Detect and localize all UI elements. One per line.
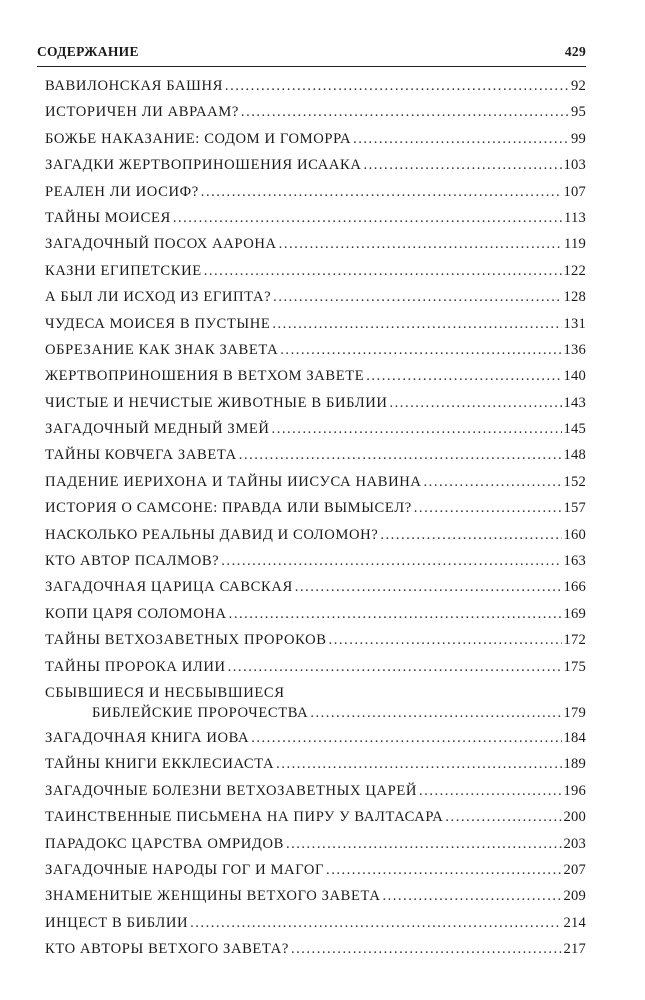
toc-entry-page: 103 — [563, 157, 586, 174]
toc-entry-page: 119 — [564, 236, 586, 253]
toc-entry — [45, 395, 586, 421]
section-title: СОДЕРЖАНИЕ — [37, 44, 139, 59]
dot-leader — [310, 705, 561, 722]
dot-leader — [291, 941, 562, 958]
dot-leader — [241, 104, 569, 121]
toc-entry-title: БОЖЬЕ НАКАЗАНИЕ: СОДОМ И ГОМОРРА — [45, 130, 352, 147]
dot-leader — [286, 836, 562, 853]
toc-entry-page: 140 — [563, 368, 586, 385]
dot-leader — [353, 131, 569, 148]
toc-entry-title: ТАЙНЫ КНИГИ ЕККЛЕСИАСТА — [45, 756, 275, 773]
toc-entry-title: ТАЙНЫ ВЕТХОЗАВЕТНЫХ ПРОРОКОВ — [45, 632, 327, 649]
dot-leader — [221, 553, 561, 570]
toc-entry — [45, 289, 586, 315]
toc-entry-title: ЗАГАДОЧНАЯ ЦАРИЦА САВСКАЯ — [45, 579, 293, 596]
toc-entry-title: ОБРЕЗАНИЕ КАК ЗНАК ЗАВЕТА — [45, 341, 279, 358]
toc-entry-title: ПАРАДОКС ЦАРСТВА ОМРИДОВ — [45, 835, 284, 852]
toc-entry-title: ЗАГАДОЧНЫЙ МЕДНЫЙ ЗМЕЙ — [45, 421, 270, 438]
toc-entry-page: 172 — [563, 632, 586, 649]
dot-leader — [424, 474, 562, 491]
toc-entry — [45, 685, 586, 730]
toc-entry-page: 200 — [563, 809, 586, 826]
page-number: 429 — [564, 44, 586, 59]
toc-entry-page: 122 — [563, 262, 586, 279]
toc-entry-page: 160 — [563, 526, 586, 543]
toc-entry-title: РЕАЛЕН ЛИ ИОСИФ? — [45, 183, 199, 200]
toc-entry — [45, 184, 586, 210]
dot-leader — [295, 579, 562, 596]
toc-entry-title: ТАЙНЫ ПРОРОКА ИЛИИ — [45, 658, 226, 675]
toc-entry — [45, 368, 586, 394]
dot-leader — [273, 289, 561, 306]
toc-entry-page: 95 — [571, 104, 586, 121]
toc-entry-title-line2: БИБЛЕЙСКИЕ ПРОРОЧЕСТВА — [92, 704, 309, 721]
dot-leader — [225, 78, 569, 95]
dot-leader — [419, 783, 561, 800]
toc-entry-title: ИСТОРИЯ О САМСОНЕ: ПРАВДА ИЛИ ВЫМЫСЕЛ? — [45, 500, 412, 517]
dot-leader — [382, 888, 561, 905]
toc-entry-title: ПАДЕНИЕ ИЕРИХОНА И ТАЙНЫ ИИСУСА НАВИНА — [45, 473, 422, 490]
toc-entry — [45, 941, 586, 967]
toc-entry — [45, 342, 586, 368]
toc-entry — [45, 756, 586, 782]
toc-entry-page: 131 — [563, 315, 586, 332]
toc-entry — [45, 632, 586, 658]
toc-entry-page: 99 — [571, 130, 586, 147]
toc-entry — [45, 862, 586, 888]
toc-entry-title: КАЗНИ ЕГИПЕТСКИЕ — [45, 262, 202, 279]
toc-entry-page: 203 — [563, 835, 586, 852]
dot-leader — [366, 368, 561, 385]
toc-entry-title: ИНЦЕСТ В БИБЛИИ — [45, 914, 189, 931]
toc-entry-title: ЗАГАДКИ ЖЕРТВОПРИНОШЕНИЯ ИСААКА — [45, 157, 362, 174]
toc-entry — [45, 836, 586, 862]
toc-entry-continuation — [45, 705, 586, 730]
toc-entry-title: ИСТОРИЧЕН ЛИ АВРААМ? — [45, 104, 239, 121]
toc-entry — [45, 553, 586, 579]
toc-entry-page: 157 — [563, 500, 586, 517]
toc-entry — [45, 236, 586, 262]
dot-leader — [229, 606, 562, 623]
toc-entry-title: КОПИ ЦАРЯ СОЛОМОНА — [45, 605, 227, 622]
toc-entry-page: 136 — [563, 341, 586, 358]
toc-entry-title: ЗНАМЕНИТЫЕ ЖЕНЩИНЫ ВЕТХОГО ЗАВЕТА — [45, 888, 381, 905]
toc-entry-title: ТАЙНЫ МОИСЕЯ — [45, 209, 171, 226]
running-header — [37, 44, 586, 60]
dot-leader — [276, 756, 561, 773]
dot-leader — [272, 421, 562, 438]
toc-entry-page: 189 — [563, 756, 586, 773]
toc-entry-title: НАСКОЛЬКО РЕАЛЬНЫ ДАВИД И СОЛОМОН? — [45, 526, 379, 543]
header-rule — [37, 66, 586, 67]
toc-entry — [45, 527, 586, 553]
toc-entry-title: ЖЕРТВОПРИНОШЕНИЯ В ВЕТХОМ ЗАВЕТЕ — [45, 368, 365, 385]
toc-entry-title: ТАИНСТВЕННЫЕ ПИСЬМЕНА НА ПИРУ У ВАЛТАСАРА — [45, 809, 444, 826]
toc-entry-page: 214 — [563, 914, 586, 931]
toc-entry-page: 209 — [563, 888, 586, 905]
toc-entry-page: 179 — [563, 704, 586, 721]
table-of-contents — [45, 78, 586, 968]
toc-entry — [45, 78, 586, 104]
toc-entry — [45, 730, 586, 756]
toc-entry — [45, 500, 586, 526]
toc-entry-title: ЗАГАДОЧНАЯ КНИГА ИОВА — [45, 729, 250, 746]
toc-entry — [45, 263, 586, 289]
toc-entry-page: 107 — [563, 183, 586, 200]
toc-entry — [45, 809, 586, 835]
dot-leader — [326, 862, 561, 879]
toc-entry — [45, 659, 586, 685]
toc-entry — [45, 421, 586, 447]
toc-entry-page: 184 — [563, 729, 586, 746]
toc-entry — [45, 210, 586, 236]
dot-leader — [201, 184, 562, 201]
toc-entry-title: КТО АВТОР ПСАЛМОВ? — [45, 553, 220, 570]
toc-entry-page: 143 — [563, 394, 586, 411]
toc-entry-page: 166 — [563, 579, 586, 596]
toc-entry-title: ЧУДЕСА МОИСЕЯ В ПУСТЫНЕ — [45, 315, 271, 332]
toc-entry-page: 128 — [563, 289, 586, 306]
dot-leader — [380, 527, 561, 544]
toc-entry — [45, 783, 586, 809]
toc-entry-page: 145 — [563, 421, 586, 438]
toc-entry-page: 148 — [563, 447, 586, 464]
toc-entry-title: ЗАГАДОЧНЫЕ НАРОДЫ ГОГ И МАГОГ — [45, 861, 325, 878]
dot-leader — [390, 395, 562, 412]
dot-leader — [204, 263, 562, 280]
toc-entry-page: 207 — [563, 861, 586, 878]
toc-entry-page: 217 — [563, 941, 586, 958]
toc-entry-title: ЗАГАДОЧНЫЕ БОЛЕЗНИ ВЕТХОЗАВЕТНЫХ ЦАРЕЙ — [45, 782, 418, 799]
dot-leader — [329, 632, 562, 649]
dot-leader — [445, 809, 561, 826]
toc-entry-page: 152 — [563, 473, 586, 490]
toc-entry-title: ЗАГАДОЧНЫЙ ПОСОХ ААРОНА — [45, 236, 277, 253]
dot-leader — [190, 915, 561, 932]
toc-entry-page: 113 — [564, 209, 586, 226]
toc-entry — [45, 157, 586, 183]
dot-leader — [239, 447, 562, 464]
toc-entry-page: 92 — [571, 78, 586, 94]
toc-entry-title: КТО АВТОРЫ ВЕТХОГО ЗАВЕТА? — [45, 941, 289, 958]
dot-leader — [363, 157, 561, 174]
toc-entry-title: ЧИСТЫЕ И НЕЧИСТЫЕ ЖИВОТНЫЕ В БИБЛИИ — [45, 394, 388, 411]
dot-leader — [173, 210, 562, 227]
toc-entry-title: СБЫВШИЕСЯ И НЕСБЫВШИЕСЯ — [45, 684, 285, 701]
toc-entry-title: ТАЙНЫ КОВЧЕГА ЗАВЕТА — [45, 447, 237, 464]
dot-leader — [280, 342, 561, 359]
dot-leader — [228, 659, 562, 676]
toc-entry-page: 169 — [563, 605, 586, 622]
toc-entry-title: ВАВИЛОНСКАЯ БАШНЯ — [45, 78, 223, 94]
toc-entry — [45, 131, 586, 157]
toc-entry-page: 163 — [563, 553, 586, 570]
toc-entry — [45, 606, 586, 632]
toc-entry — [45, 579, 586, 605]
dot-leader — [272, 316, 561, 333]
toc-entry — [45, 316, 586, 342]
toc-entry-page: 175 — [563, 658, 586, 675]
toc-entry-title: А БЫЛ ЛИ ИСХОД ИЗ ЕГИПТА? — [45, 289, 272, 306]
toc-entry — [45, 888, 586, 914]
toc-entry — [45, 915, 586, 941]
dot-leader — [251, 730, 561, 747]
dot-leader — [279, 236, 562, 253]
toc-entry-page: 196 — [563, 782, 586, 799]
dot-leader — [414, 500, 562, 517]
toc-entry — [45, 104, 586, 130]
toc-entry — [45, 474, 586, 500]
toc-entry — [45, 447, 586, 473]
